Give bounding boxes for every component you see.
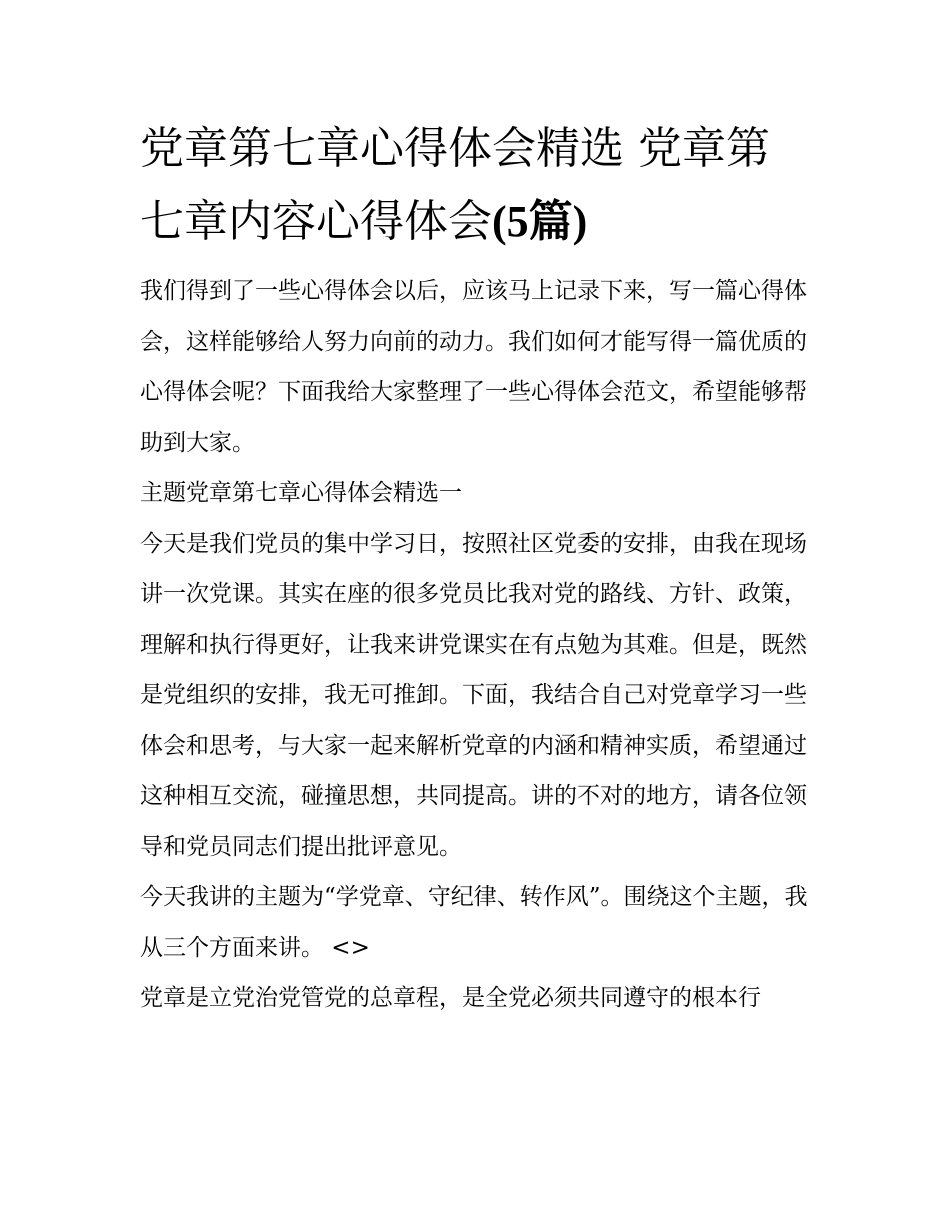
body-paragraph: 今天我讲的主题为“学党章、守纪律、转作风”。围绕这个主题，我从三个方面来讲。 <> xyxy=(140,884,808,961)
document-title-text: 党章第七章心得体会精选 党章第七章内容心得体会 xyxy=(140,123,770,247)
intro-paragraph: 我们得到了一些心得体会以后，应该马上记录下来，写一篇心得体会，这样能够给人努力向前的动力。我们如何才能写得一篇优质的心得体会呢？下面我给大家整理了一些心得体会范文，希望能够帮助到大家。 xyxy=(140,278,807,456)
body-paragraph: 党章是立党治党管党的总章程，是全党必须共同遵守的根本行 xyxy=(140,985,761,1011)
section-heading: 主题党章第七章心得体会精选一 xyxy=(140,480,462,506)
document-title-count: (5篇) xyxy=(492,197,588,246)
body-paragraph: 今天是我们党员的集中学习日，按照社区党委的安排，由我在现场讲一次党课。其实在座的很多党员比我对党的路线、方针、政策，理解和执行得更好，让我来讲党课实在有点勉为其难。但是，既然是党组织的安排，我无可推卸。下面，我结合自己对党章学习一些体会和思考，与大家一起来解析党章的内涵和精神实质，希望通过这种相互交流，碰撞思想，共同提高。讲的不对的地方，请各位领导和党员同志们提出批评意见。 xyxy=(140,530,807,860)
document-title xyxy=(140,112,812,258)
document-body xyxy=(140,266,812,1024)
document-content xyxy=(140,112,812,1024)
